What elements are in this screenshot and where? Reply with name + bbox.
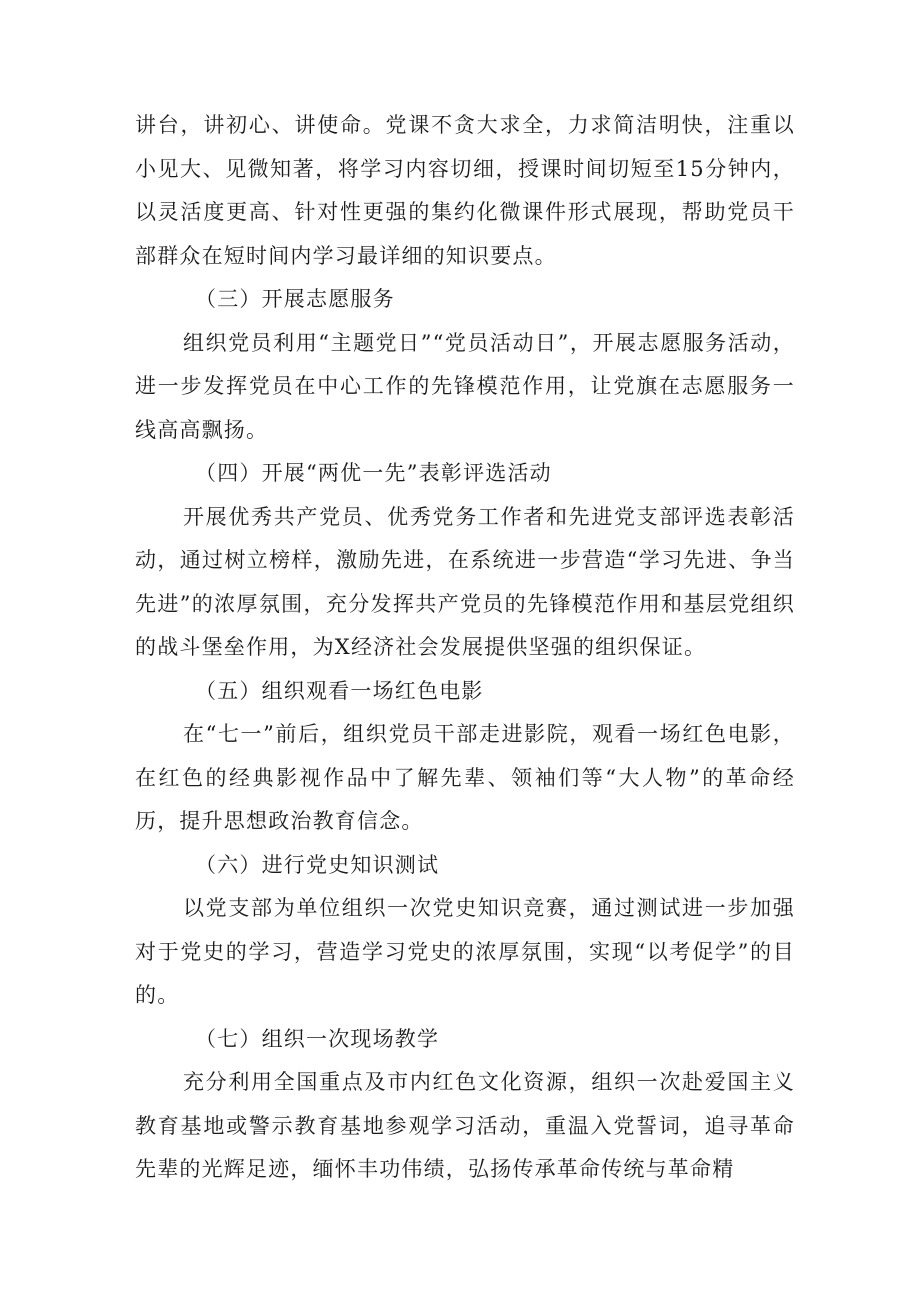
heading-commendation: （四）开展“两优一先”表彰评选活动 bbox=[195, 461, 552, 485]
paragraph-volunteer-service: 组织党员利用“主题党日”“党员活动日”，开展志愿服务活动，进一步发挥党员在中心工作的先锋模范作用，让党旗在志愿服务一线高高飘扬。 bbox=[135, 330, 795, 442]
paragraph-history-test: 以党支部为单位组织一次党史知识竞赛，通过测试进一步加强对于党史的学习，营造学习党史的浓厚氛围，实现“以考促学”的目的。 bbox=[135, 896, 795, 1007]
paragraph-onsite-teaching: 充分利用全国重点及市内红色文化资源，组织一次赴爱国主义教育基地或警示教育基地参观学习活动，重温入党誓词，追寻革命先辈的光辉足迹，缅怀丰功伟绩，弘扬传承革命传统与革命精 bbox=[135, 1070, 795, 1181]
heading-red-movie: （五）组织观看一场红色电影 bbox=[195, 678, 484, 703]
document-page bbox=[135, 104, 795, 1192]
paragraph-commendation: 开展优秀共产党员、优秀党务工作者和先进党支部评选表彰活动，通过树立榜样，激励先进，在系统进一步营造“学习先进、争当先进”的浓厚氛围，充分发挥共产党员的先锋模范作用和基层党组织的战斗堡垒作用，为X经济社会发展提供坚强的组织保证。 bbox=[135, 504, 795, 659]
heading-onsite-teaching: （七）组织一次现场教学 bbox=[195, 1026, 440, 1051]
paragraph-party-lecture: 讲台，讲初心、讲使命。党课不贪大求全，力求简洁明快，注重以小见大、见微知著，将学习内容切细，授课时间切短至15分钟内，以灵活度更高、针对性更强的集约化微课件形式展现，帮助党员干部群众在短时间内学习最详细的知识要点。 bbox=[135, 113, 795, 268]
heading-volunteer-service: （三）开展志愿服务 bbox=[195, 287, 395, 311]
paragraph-red-movie: 在“七一”前后，组织党员干部走进影院，观看一场红色电影，在红色的经典影视作品中了解先辈、领袖们等“大人物”的革命经历，提升思想政治教育信念。 bbox=[135, 722, 795, 833]
heading-history-test: （六）进行党史知识测试 bbox=[195, 852, 440, 877]
